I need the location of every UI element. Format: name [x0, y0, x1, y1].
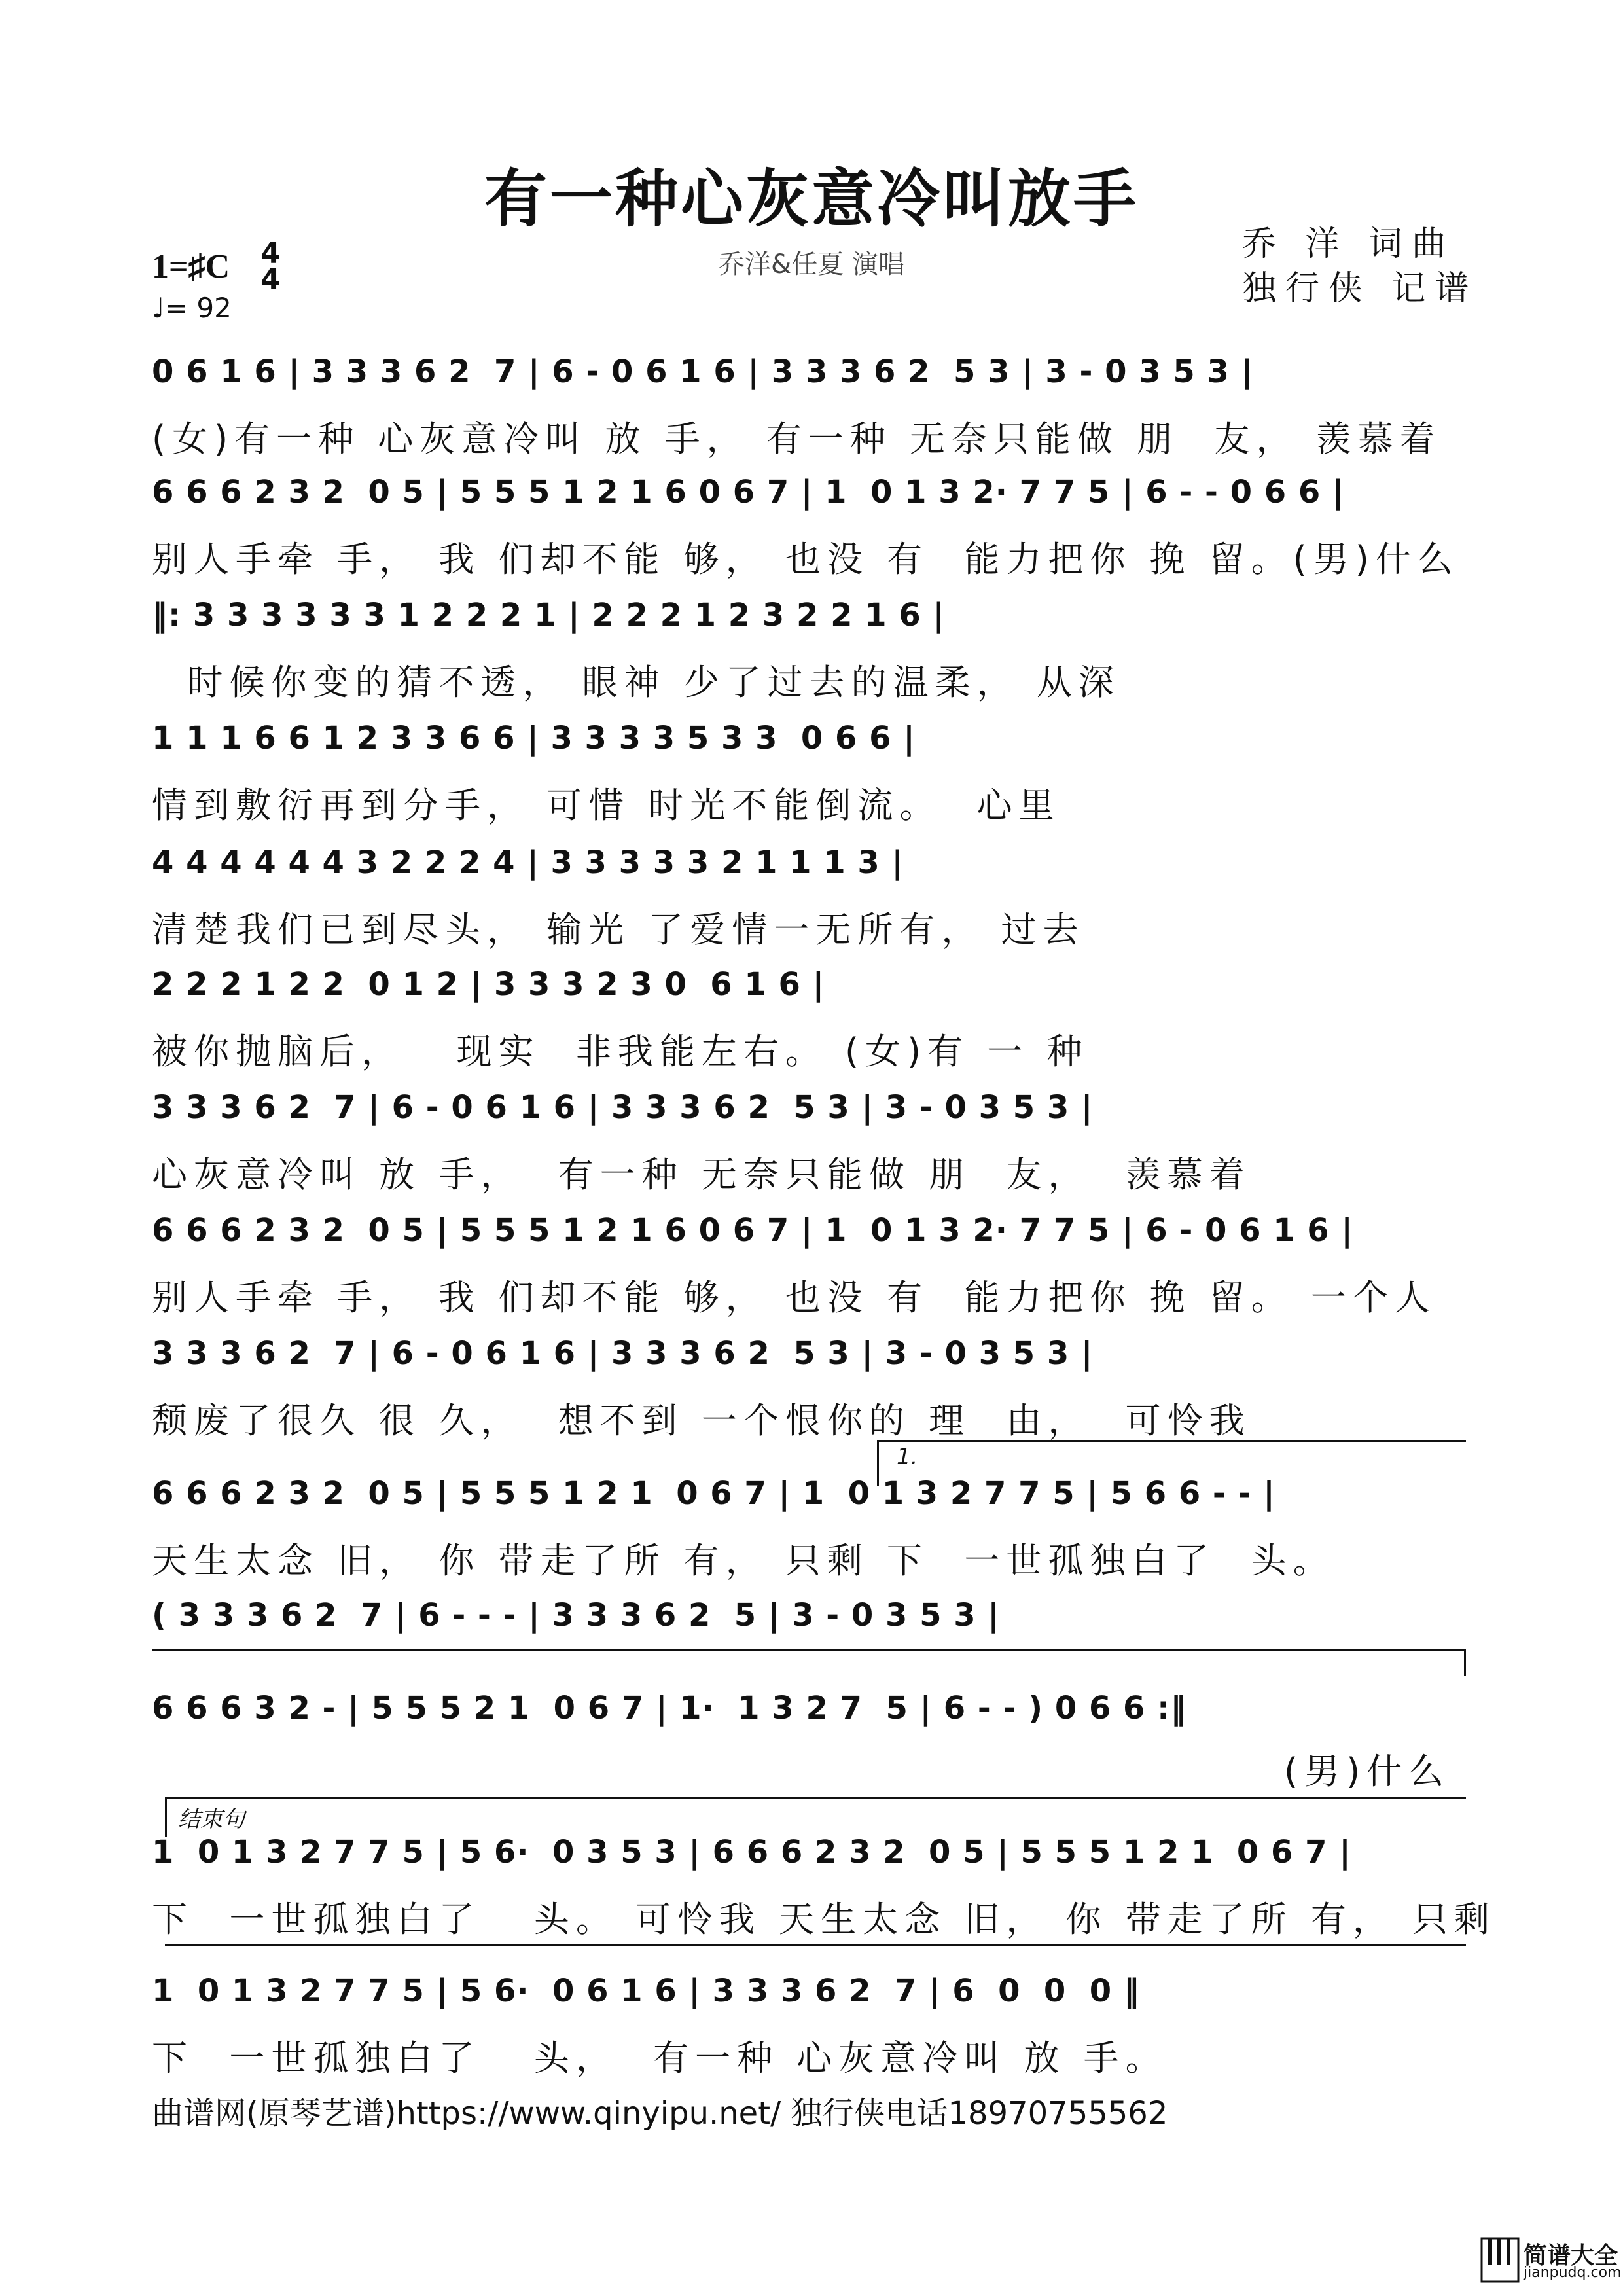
first-ending-label: 1.: [897, 1444, 918, 1470]
notation-line: 3 3 3 6 2 7 | 6 - 0 6 1 6 | 3 3 3 6 2 5 3 | 3 - 0 3 5 3 |: [152, 1089, 1094, 1126]
piano-keys-icon: [1480, 2237, 1520, 2283]
time-signature-bottom: 4: [260, 263, 281, 296]
footer-source: 曲谱网(原琴艺谱)https://www.qinyipu.net/ 独行侠电话18970755562: [152, 2095, 1168, 2132]
notation-line: 3 3 3 6 2 7 | 6 - 0 6 1 6 | 3 3 3 6 2 5 3 | 3 - 0 3 5 3 |: [152, 1335, 1094, 1372]
lyric-line: (男)什么: [1284, 1751, 1451, 1792]
notation-line: 6 6 6 2 3 2 0 5 | 5 5 5 1 2 1 0 6 7 | 1 0 1 3 2 7 7 5 | 5 6 6 - - |: [152, 1475, 1275, 1512]
notation-line: ‖: 3 3 3 3 3 3 1 2 2 2 1 | 2 2 2 1 2 3 2 2 1 6 |: [152, 597, 945, 634]
performers: 乔洋&任夏 演唱: [719, 249, 904, 279]
interlude-bracket: [152, 1649, 1466, 1651]
lyric-line: 心灰意冷叫 放 手， 有一种 无奈只能做 朋 友， 羡慕着: [152, 1154, 1251, 1195]
notation-line: 6 6 6 2 3 2 0 5 | 5 5 5 1 2 1 6 0 6 7 | 1 0 1 3 2· 7 7 5 | 6 - - 0 6 6 |: [152, 474, 1345, 511]
interlude-bracket-tick: [1464, 1649, 1466, 1676]
notation-line: 4 4 4 4 4 4 3 2 2 2 4 | 3 3 3 3 3 2 1 1 1 3 |: [152, 844, 904, 881]
lyric-line: (女)有一种 心灰意冷叫 放 手， 有一种 无奈只能做 朋 友， 羡慕着: [152, 418, 1442, 459]
logo-name: 简谱大全: [1524, 2242, 1618, 2269]
notation-line: 1 0 1 3 2 7 7 5 | 5 6· 0 6 1 6 | 3 3 3 6 2 7 | 6 0 0 0 ‖: [152, 1973, 1140, 2009]
transcriber-credit: 独行侠 记谱: [1242, 269, 1478, 308]
key-signature: 1=♯C: [152, 248, 230, 285]
lyric-line: 被你抛脑后， 现实 非我能左右。 (女)有 一 种: [152, 1031, 1089, 1072]
coda-label: 结束句: [178, 1806, 245, 1833]
lyric-line: 颓废了很久 很 久， 想不到 一个恨你的 理 由， 可怜我: [152, 1400, 1251, 1441]
time-signature: [260, 237, 281, 296]
notation-line: 0 6 1 6 | 3 3 3 6 2 7 | 6 - 0 6 1 6 | 3 3 3 6 2 5 3 | 3 - 0 3 5 3 |: [152, 353, 1254, 390]
notation-line: 2 2 2 1 2 2 0 1 2 | 3 3 3 2 3 0 6 1 6 |: [152, 966, 825, 1003]
lyric-line: 别人手牵 手， 我 们却不能 够， 也没 有 能力把你 挽 留。(男)什么: [152, 539, 1459, 580]
first-ending-bracket: [877, 1440, 1466, 1442]
coda-bracket: [165, 1797, 1466, 1799]
lyric-line: 时候你变的猜不透， 眼神 少了过去的温柔， 从深: [152, 662, 1120, 703]
notation-line: 6 6 6 2 3 2 0 5 | 5 5 5 1 2 1 6 0 6 7 | 1 0 1 3 2· 7 7 5 | 6 - 0 6 1 6 |: [152, 1212, 1353, 1249]
notation-line: 1 1 1 6 6 1 2 3 3 6 6 | 3 3 3 3 5 3 3 0 6 6 |: [152, 720, 916, 757]
site-logo: [1480, 2237, 1622, 2284]
notation-line: 6 6 6 3 2 - | 5 5 5 2 1 0 6 7 | 1· 1 3 2 7 5 | 6 - - ) 0 6 6 :‖: [152, 1690, 1187, 1727]
time-signature-top: 4: [260, 237, 281, 270]
composer-credit: 乔 洋 词曲: [1242, 224, 1455, 264]
coda-bracket-tick: [165, 1797, 167, 1837]
lyric-line: 别人手牵 手， 我 们却不能 够， 也没 有 能力把你 挽 留。 一个人: [152, 1277, 1436, 1318]
song-title: 有一种心灰意冷叫放手: [484, 162, 1139, 236]
coda-bracket-lower: [165, 1944, 1466, 1946]
lyric-line: 清楚我们已到尽头， 输光 了爱情一无所有， 过去: [152, 909, 1085, 950]
lyric-line: 天生太念 旧， 你 带走了所 有， 只剩 下 一世孤独白了 头。: [152, 1540, 1335, 1581]
lyric-line: 情到敷衍再到分手， 可惜 时光不能倒流。 心里: [152, 785, 1061, 826]
notation-line: 1 0 1 3 2 7 7 5 | 5 6· 0 3 5 3 | 6 6 6 2 3 2 0 5 | 5 5 5 1 2 1 0 6 7 |: [152, 1834, 1351, 1871]
lyric-line: 下 一世孤独白了 头。 可怜我 天生太念 旧， 你 带走了所 有， 只剩: [152, 1899, 1496, 1940]
lyric-line: 下 一世孤独白了 头， 有一种 心灰意冷叫 放 手。: [152, 2037, 1168, 2079]
logo-url: jianpudq.com: [1524, 2265, 1622, 2281]
notation-line: ( 3 3 3 6 2 7 | 6 - - - | 3 3 3 6 2 5 | 3 - 0 3 5 3 |: [152, 1597, 1000, 1634]
tempo-marking: ♩= 92: [152, 292, 232, 324]
